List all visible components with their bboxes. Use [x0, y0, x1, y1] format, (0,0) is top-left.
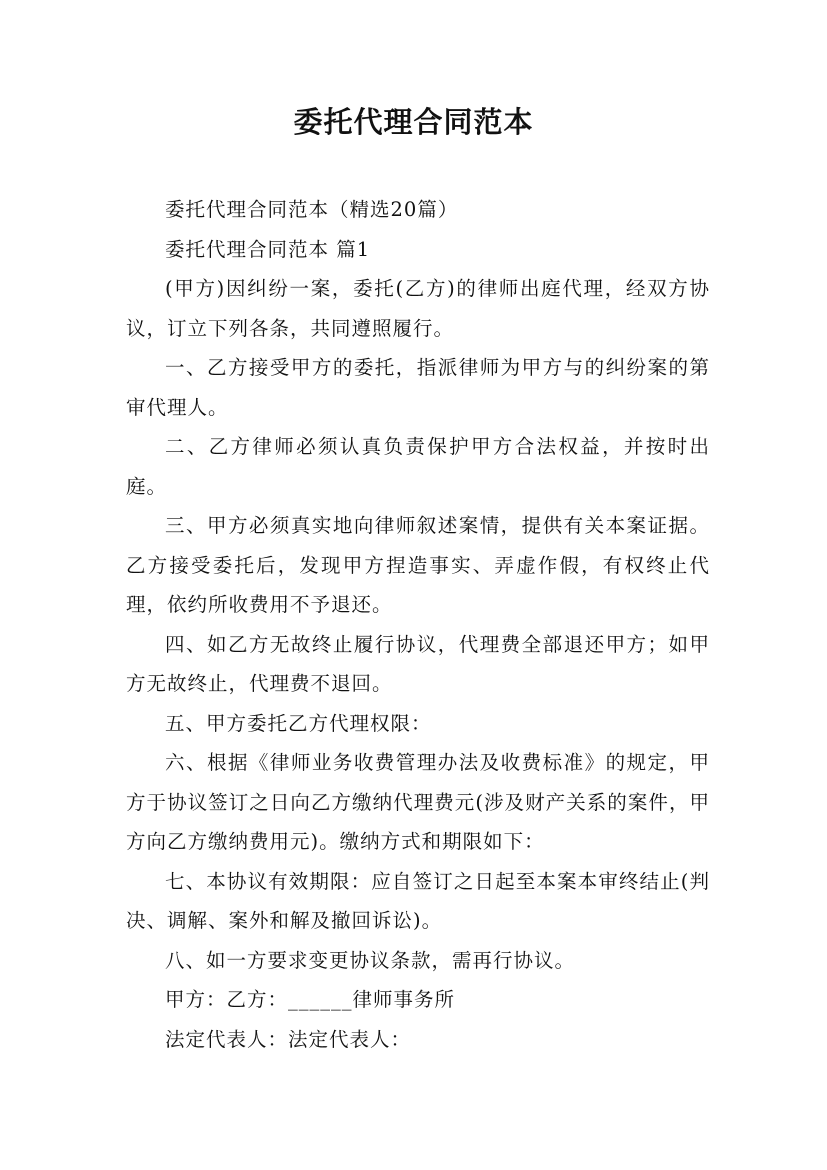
paragraph-signature-parties: 甲方：乙方：______律师事务所	[165, 988, 456, 1011]
paragraph-clause-8: 八、如一方要求变更协议条款，需再行协议。	[165, 948, 576, 972]
paragraph-clause-2: 二、乙方律师必须认真负责保护甲方合法权益，并按时出庭。	[126, 435, 710, 498]
paragraph-clause-4: 四、如乙方无故终止履行协议，代理费全部退还甲方；如甲方无故终止，代理费不退回。	[126, 632, 710, 695]
paragraph-subtitle: 委托代理合同范本（精选20篇）	[165, 198, 459, 221]
paragraph-preamble: (甲方)因纠纷一案，委托(乙方)的律师出庭代理，经双方协议，订立下列各条，共同遵照履行。	[126, 277, 710, 340]
paragraph-clause-6: 六、根据《律师业务收费管理办法及收费标准》的规定，甲方于协议签订之日向乙方缴纳代理费元(涉及财产关系的案件，甲方向乙方缴纳费用元)。缴纳方式和期限如下：	[126, 751, 710, 853]
paragraph-clause-3: 三、甲方必须真实地向律师叙述案情，提供有关本案证据。乙方接受委托后，发现甲方捏造事实、弄虚作假，有权终止代理，依约所收费用不予退还。	[126, 514, 710, 616]
paragraph-clause-1: 一、乙方接受甲方的委托，指派律师为甲方与的纠纷案的第审代理人。	[126, 356, 710, 419]
paragraph-signature-representatives: 法定代表人：法定代表人：	[165, 1027, 412, 1051]
document-title: 委托代理合同范本	[293, 105, 534, 139]
paragraph-clause-5: 五、甲方委托乙方代理权限：	[165, 711, 432, 735]
paragraph-section-heading: 委托代理合同范本 篇1	[165, 237, 371, 261]
document-body	[126, 190, 710, 1059]
paragraph-clause-7: 七、本协议有效期限：应自签订之日起至本案本审终结止(判决、调解、案外和解及撤回诉讼)。	[126, 869, 710, 932]
